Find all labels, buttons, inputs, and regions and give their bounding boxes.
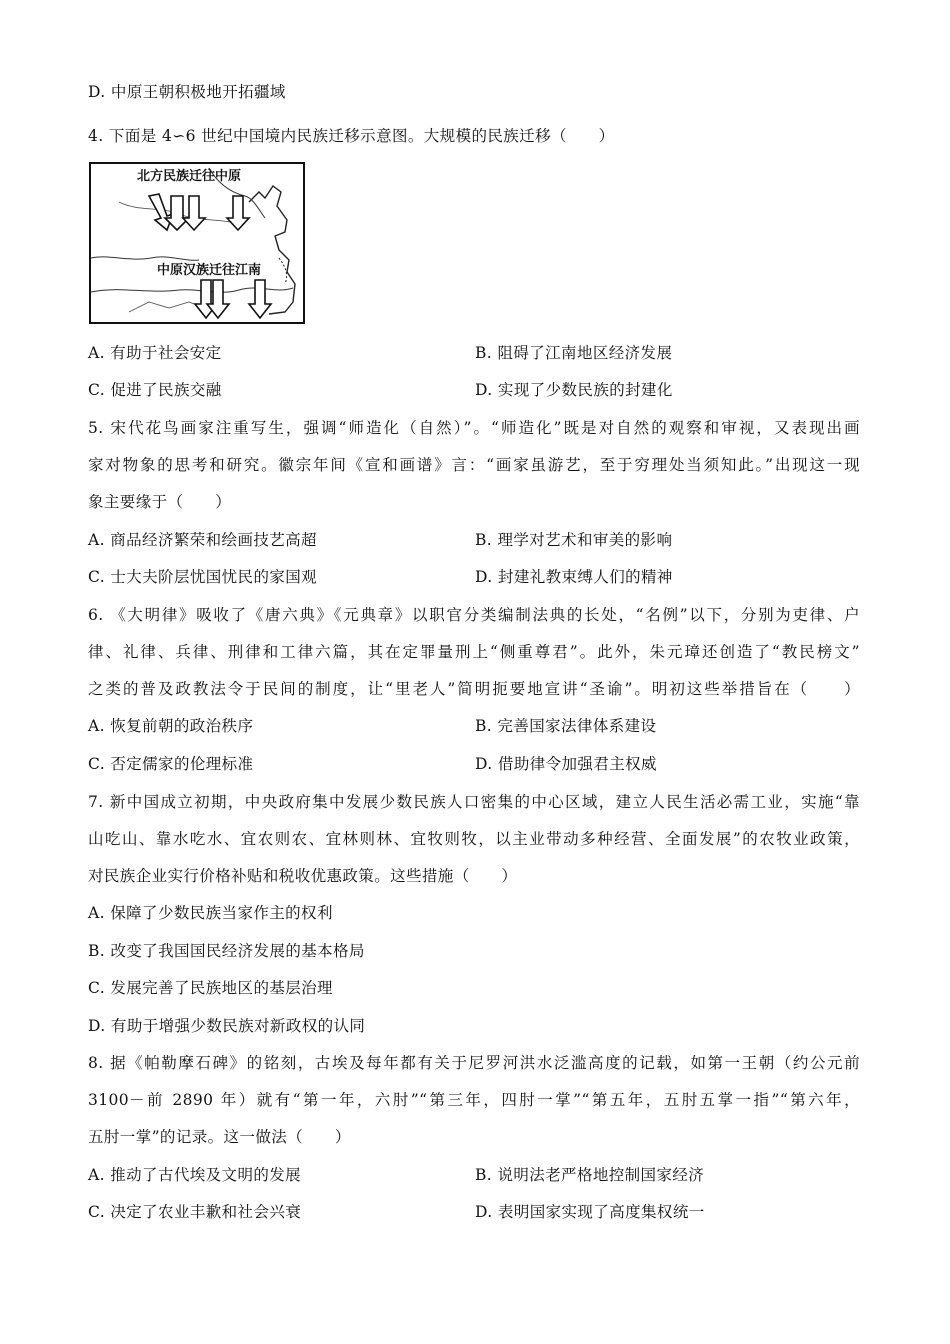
map-label-south: 中原汉族迁往江南: [157, 263, 262, 278]
migration-map-figure: [89, 162, 305, 324]
q7-stem-line-1: 7. 新中国成立初期，中央政府集中发展少数民族人口密集的中心区域，建立人民生活必需工业，实施“靠: [88, 793, 860, 811]
q6-option-a[interactable]: A. 恢复前朝的政治秩序: [88, 717, 254, 735]
q6-option-d[interactable]: D. 借助律令加强君主权威: [475, 755, 657, 773]
q8-option-c[interactable]: C. 决定了农业丰歉和社会兴衰: [88, 1203, 302, 1221]
q4-option-d[interactable]: D. 实现了少数民族的封建化: [475, 381, 673, 399]
q8-option-b[interactable]: B. 说明法老严格地控制国家经济: [475, 1166, 705, 1184]
migration-map: [89, 162, 305, 324]
q7-option-b[interactable]: B. 改变了我国国民经济发展的基本格局: [88, 942, 365, 960]
q5-option-a[interactable]: A. 商品经济繁荣和绘画技艺高超: [88, 531, 317, 549]
q6-stem-line-3: 之类的普及政教法令于民间的制度，让“里老人”简明扼要地宣讲“圣谕”。明初这些举措旨在（ ）: [88, 680, 860, 698]
q7-option-a[interactable]: A. 保障了少数民族当家作主的权利: [88, 904, 333, 922]
q5-option-b[interactable]: B. 理学对艺术和审美的影响: [475, 531, 673, 549]
q7-stem-line-3: 对民族企业实行价格补贴和税收优惠政策。这些措施（ ）: [88, 867, 518, 885]
q8-stem-line-2: 3100－前 2890 年）就有“第一年，六肘”“第三年，四肘一掌”“第五年，五肘五掌一指”“第六年，: [88, 1091, 860, 1109]
q7-option-d[interactable]: D. 有助于增强少数民族对新政权的认同: [88, 1017, 366, 1035]
q7-stem-line-2: 山吃山、靠水吃水、宜农则农、宜林则林、宜牧则牧，以主业带动多种经营、全面发展”的农牧业政策，: [88, 830, 860, 848]
q4-stem: 4. 下面是 4∽6 世纪中国境内民族迁移示意图。大规模的民族迁移（ ）: [88, 127, 615, 145]
q6-option-c[interactable]: C. 否定儒家的伦理标准: [88, 755, 254, 773]
q6-option-b[interactable]: B. 完善国家法律体系建设: [475, 717, 657, 735]
q5-option-c[interactable]: C. 士大夫阶层忧国忧民的家国观: [88, 568, 318, 586]
q8-option-a[interactable]: A. 推动了古代埃及文明的发展: [88, 1166, 302, 1184]
q8-stem-line-1: 8. 据《帕勒摩石碑》的铭刻，古埃及每年都有关于尼罗河洪水泛滥高度的记载，如第一王朝（约公元前: [88, 1054, 860, 1072]
q4-option-a[interactable]: A. 有助于社会安定: [88, 344, 222, 362]
q6-stem-line-1: 6. 《大明律》吸收了《唐六典》《元典章》以职官分类编制法典的长处，“名例”以下，分别为吏律、户: [88, 606, 860, 624]
q5-stem-line-3: 象主要缘于（ ）: [88, 493, 232, 511]
q7-option-c[interactable]: C. 发展完善了民族地区的基层治理: [88, 979, 333, 997]
map-label-north: 北方民族迁往中原: [137, 169, 242, 184]
q8-stem-line-3: 五肘一掌”的记录。这一做法（ ）: [88, 1128, 351, 1146]
q4-option-c[interactable]: C. 促进了民族交融: [88, 381, 222, 399]
q5-stem-line-2: 家对物象的思考和研究。徽宗年间《宣和画谱》言：“画家虽游艺，至于穷理处当须知此。”出现这一现: [88, 456, 860, 474]
q6-stem-line-2: 律、礼律、兵律、刑律和工律六篇，其在定罪量刑上“侧重尊君”。此外，朱元璋还创造了“教民榜文”: [88, 643, 860, 661]
q5-option-d[interactable]: D. 封建礼教束缚人们的精神: [475, 568, 673, 586]
q5-stem-line-1: 5. 宋代花鸟画家注重写生，强调“师造化（自然）”。“师造化”既是对自然的观察和审视，又表现出画: [88, 419, 860, 437]
q3-option-d[interactable]: D. 中原王朝积极地开拓疆域: [88, 83, 286, 101]
q4-option-b[interactable]: B. 阻碍了江南地区经济发展: [475, 344, 673, 362]
q8-option-d[interactable]: D. 表明国家实现了高度集权统一: [475, 1203, 705, 1221]
